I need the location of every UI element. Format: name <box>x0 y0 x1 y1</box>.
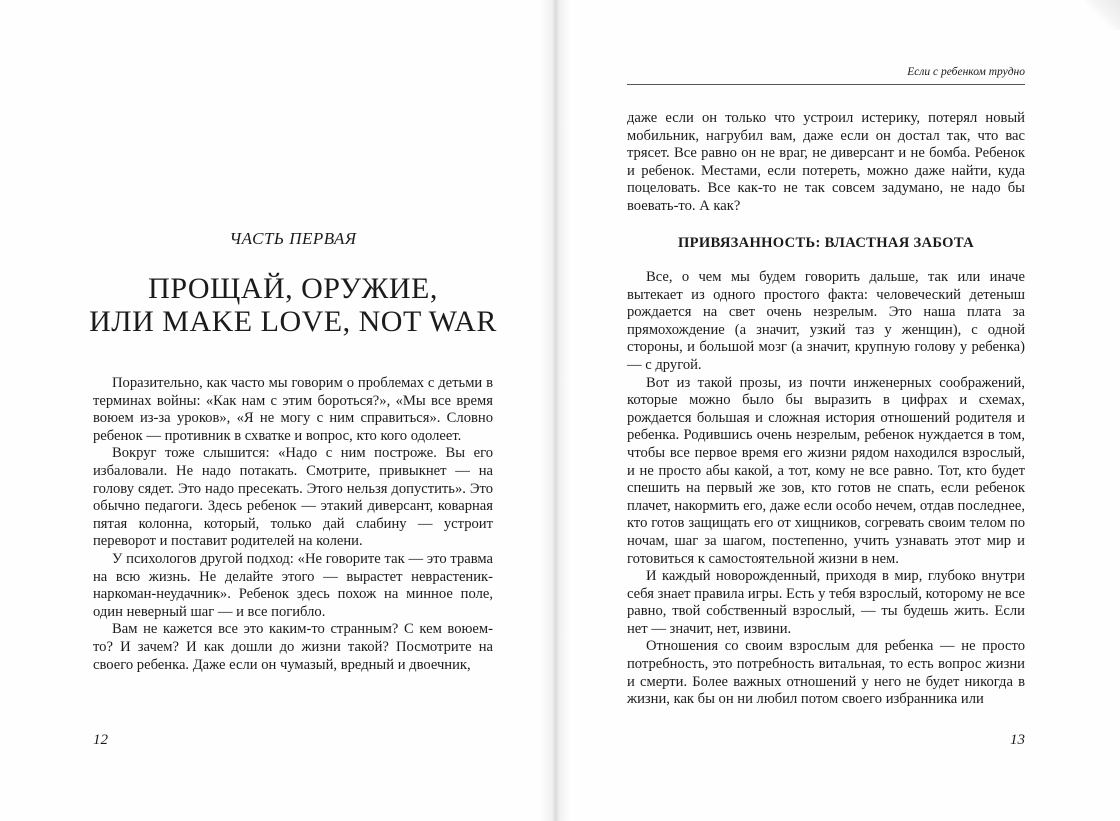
part-title <box>70 272 516 338</box>
paragraph: Все, о чем мы будем говорить дальше, так или иначе вытекает из одного простого факта: человеческий детеныш рождается на свет очень незрелым. Это наша плата за прямохождение (а значит, узкий таз у женщин), с одной стороны, и большой мозг (а значит, крупную голову у ребенка) — с другой. <box>627 269 1025 373</box>
paragraph: Отношения со своим взрослым для ребенка — не просто потребность, это потребность витальная, то есть вопрос жизни и смерти. Более важных отношений у него не будет никогда в жизни, как бы он ни любил потом своего избранника или <box>627 638 1025 708</box>
running-head-rule <box>627 84 1025 85</box>
section-heading: ПРИВЯЗАННОСТЬ: ВЛАСТНАЯ ЗАБОТА <box>678 235 974 251</box>
page-number-left: 12 <box>93 732 108 748</box>
paragraph: Вот из такой прозы, из почти инженерных соображений, которые можно было бы выразить в цифрах и схемах, рождается большая и сложная история отношений родителя и ребенка. Родившись очень незрелым, ребенок нуждается в том, чтобы все первое время его жизни рядом находился взрослый, и не просто абы какой, а тот, кому не все равно. Тот, кто будет спешить на первый же зов, кто готов не спать, если ребенок плачет, накормить его, даже если особо нечем, отдав последнее, кто готов защищать его от хищников, согревать своим телом по ночам, шаг за шагом, постепенно, учить узнавать этот мир и готовиться к самостоятельной жизни в нем. <box>627 374 1025 567</box>
continuation-text <box>627 110 1025 216</box>
page-number-right: 13 <box>1010 732 1025 748</box>
part-label: ЧАСТЬ ПЕРВАЯ <box>229 229 357 248</box>
paragraph: И каждый новорожденный, приходя в мир, глубоко внутри себя знает правила игры. Есть у тебя взрослый, которому не все равно, твой собственный взрослый, — ты будешь жить. Если нет — значит, нет, извини. <box>627 568 1025 637</box>
running-head: Если с ребенком трудно <box>907 66 1025 78</box>
paragraph: даже если он только что устроил истерику, потерял новый мобильник, нагрубил вам, даже если он достал так, что вас трясет. Все равно он не враг, не диверсант и не бомба. Ребенок и ребенок. Местами, если потереть, можно даже найти, куда поцеловать. Все как-то не так совсем задумано, не надо бы воевать-то. А как? <box>627 110 1025 214</box>
part-title-line-1: ПРОЩАЙ, ОРУЖИЕ, <box>148 272 438 305</box>
paragraph: Вокруг тоже слышится: «Надо с ним построже. Вы его избаловали. Не надо потакать. Смотрите, привыкнет — на голову сядет. Это надо пресекать. Этого нельзя допустить». Это обычно педагоги. Здесь ребенок — этакий диверсант, коварная пятая колонна, который, только дай слабину — устроит переворот и поставит родителей на колени. <box>93 445 493 550</box>
book-gutter <box>540 0 570 821</box>
paragraph: Вам не кажется все это каким-то странным? С кем воюем-то? И зачем? И как дошли до жизни такой? Посмотрите на своего ребенка. Даже если он чумазый, вредный и двоечник, <box>93 621 493 673</box>
part-title-line-2: ИЛИ MAKE LOVE, NOT WAR <box>89 305 497 338</box>
paragraph: Поразительно, как часто мы говорим о проблемах с детьми в терминах войны: «Как нам с этим бороться?», «Мы все время воюем из-за уроков», «Я не могу с ним справиться». Словно ребенок — противник в схватке и вопрос, кто кого одолеет. <box>93 375 493 444</box>
left-body-text <box>93 375 493 674</box>
page-corner-curl <box>1086 0 1120 30</box>
paragraph: У психологов другой подход: «Не говорите так — это травма на всю жизнь. Не делайте этого — вырастет неврастеник-наркоман-неудачник». Ребенок здесь похож на минное поле, один неверный шаг — и все погибло. <box>93 550 493 620</box>
right-body-text <box>627 269 1025 709</box>
